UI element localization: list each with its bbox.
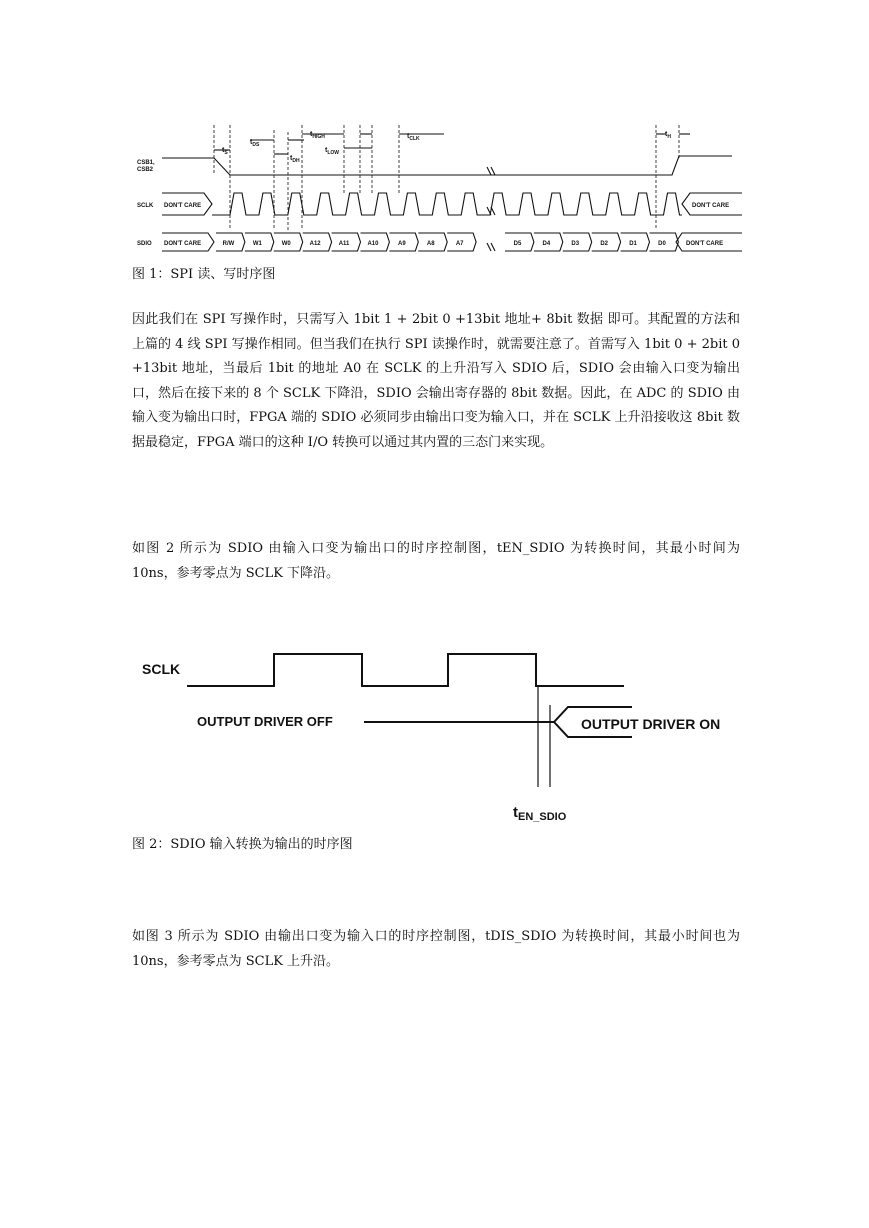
th-label: $t_H$ [665, 131, 671, 140]
sdio-bit-label: A12 [309, 241, 321, 247]
tlow-label: $t_{LOW}$ [325, 147, 340, 156]
ts-label: $t_S$ [222, 147, 228, 156]
sdio-bit-label: A11 [338, 241, 350, 247]
csb1-label: CSB1, [137, 160, 155, 166]
spi-timing-diagram [132, 120, 742, 260]
sdio-bit-label: D0 [658, 241, 666, 247]
tdh-label: $t_{DH}$ [290, 155, 300, 164]
sclk-signal-label: SCLK [137, 203, 154, 209]
sdio-bit-label: D1 [629, 241, 637, 247]
figure2-caption: 图 2：SDIO 输入转换为输出的时序图 [132, 837, 353, 852]
sclk-dont-care-right: DON'T CARE [692, 203, 730, 209]
paragraph-3: 如图 3 所示为 SDIO 由输出口变为输入口的时序控制图，tDIS_SDIO 为转换时间，其最小时间也为 10ns，参考零点为 SCLK 上升沿。 [132, 929, 740, 969]
figure1-caption: 图 1：SPI 读、写时序图 [132, 267, 276, 282]
paragraph-2: 如图 2 所示为 SDIO 由输入口变为输出口的时序控制图，tEN_SDIO 为转换时间，其最小时间为 10ns，参考零点为 SCLK 下降沿。 [132, 541, 740, 581]
sdio-bit-label: D2 [600, 241, 608, 247]
sdio-bit-label: A9 [398, 241, 406, 247]
sclk-dont-care-left: DON'T CARE [164, 203, 202, 209]
sdio-dont-care-right: DON'T CARE [686, 241, 724, 247]
sdio-bit-label: R/W [222, 241, 235, 247]
sdio-signal-label: SDIO [137, 241, 152, 247]
sdio-bit-label: D4 [542, 241, 551, 247]
sdio-bit-label: D3 [571, 241, 580, 247]
csb2-label: CSB2 [137, 167, 154, 173]
sdio-bit-label: W0 [281, 241, 291, 247]
sdio-bit-label: D5 [513, 241, 522, 247]
paragraph-1: 因此我们在 SPI 写操作时，只需写入 1bit 1 + 2bit 0 +13bit 地址+ 8bit 数据 即可。其配置的方法和上篇的 4 线 SPI 写操作相同。但当我们在执行 SPI 读操作时，就需要注意了。首需写入 1bit 0 + 2bit 0 +13bit 地址，当最后 1bit 的地址 A0 在 SCLK 的上升沿写入 SDIO 后，SDIO 会由输入口变为输出口，然后在接下来的 8 个 SCLK 下降沿，SDIO 会输出寄存器的 8bit 数据。因此，在 ADC 的 SDIO 由输入变为输出口时，FPGA 端的 SDIO 必须同步由输出口变为输入口，并在 SCLK 上升沿接收这 8bit 数据最稳定，FPGA 端口的这种 I/O 转换可以通过其内置的三态门来实现。 [132, 312, 740, 450]
sdio-enable-timing-diagram [132, 645, 742, 830]
break-mark [487, 167, 495, 175]
sdio-bit-label: A8 [426, 241, 435, 247]
sdio-dont-care-left: DON'T CARE [164, 241, 202, 247]
tclk-label: $t_{CLK}$ [407, 133, 420, 142]
break-mark [487, 243, 495, 251]
sdio-bit-label: A7 [455, 241, 464, 247]
output-driver-off-label: OUTPUT DRIVER OFF [197, 714, 333, 729]
thigh-label: $t_{HIGH}$ [310, 131, 325, 140]
ten-sdio-label: $t_{EN\_SDIO}$ [513, 804, 567, 823]
tds-label: $t_{DS}$ [250, 139, 260, 148]
sdio-bit-label: A10 [367, 241, 379, 247]
fig2-sclk-label: SCLK [142, 661, 181, 677]
sdio-bit-label: W1 [252, 241, 262, 247]
output-driver-on-label: OUTPUT DRIVER ON [581, 716, 721, 732]
